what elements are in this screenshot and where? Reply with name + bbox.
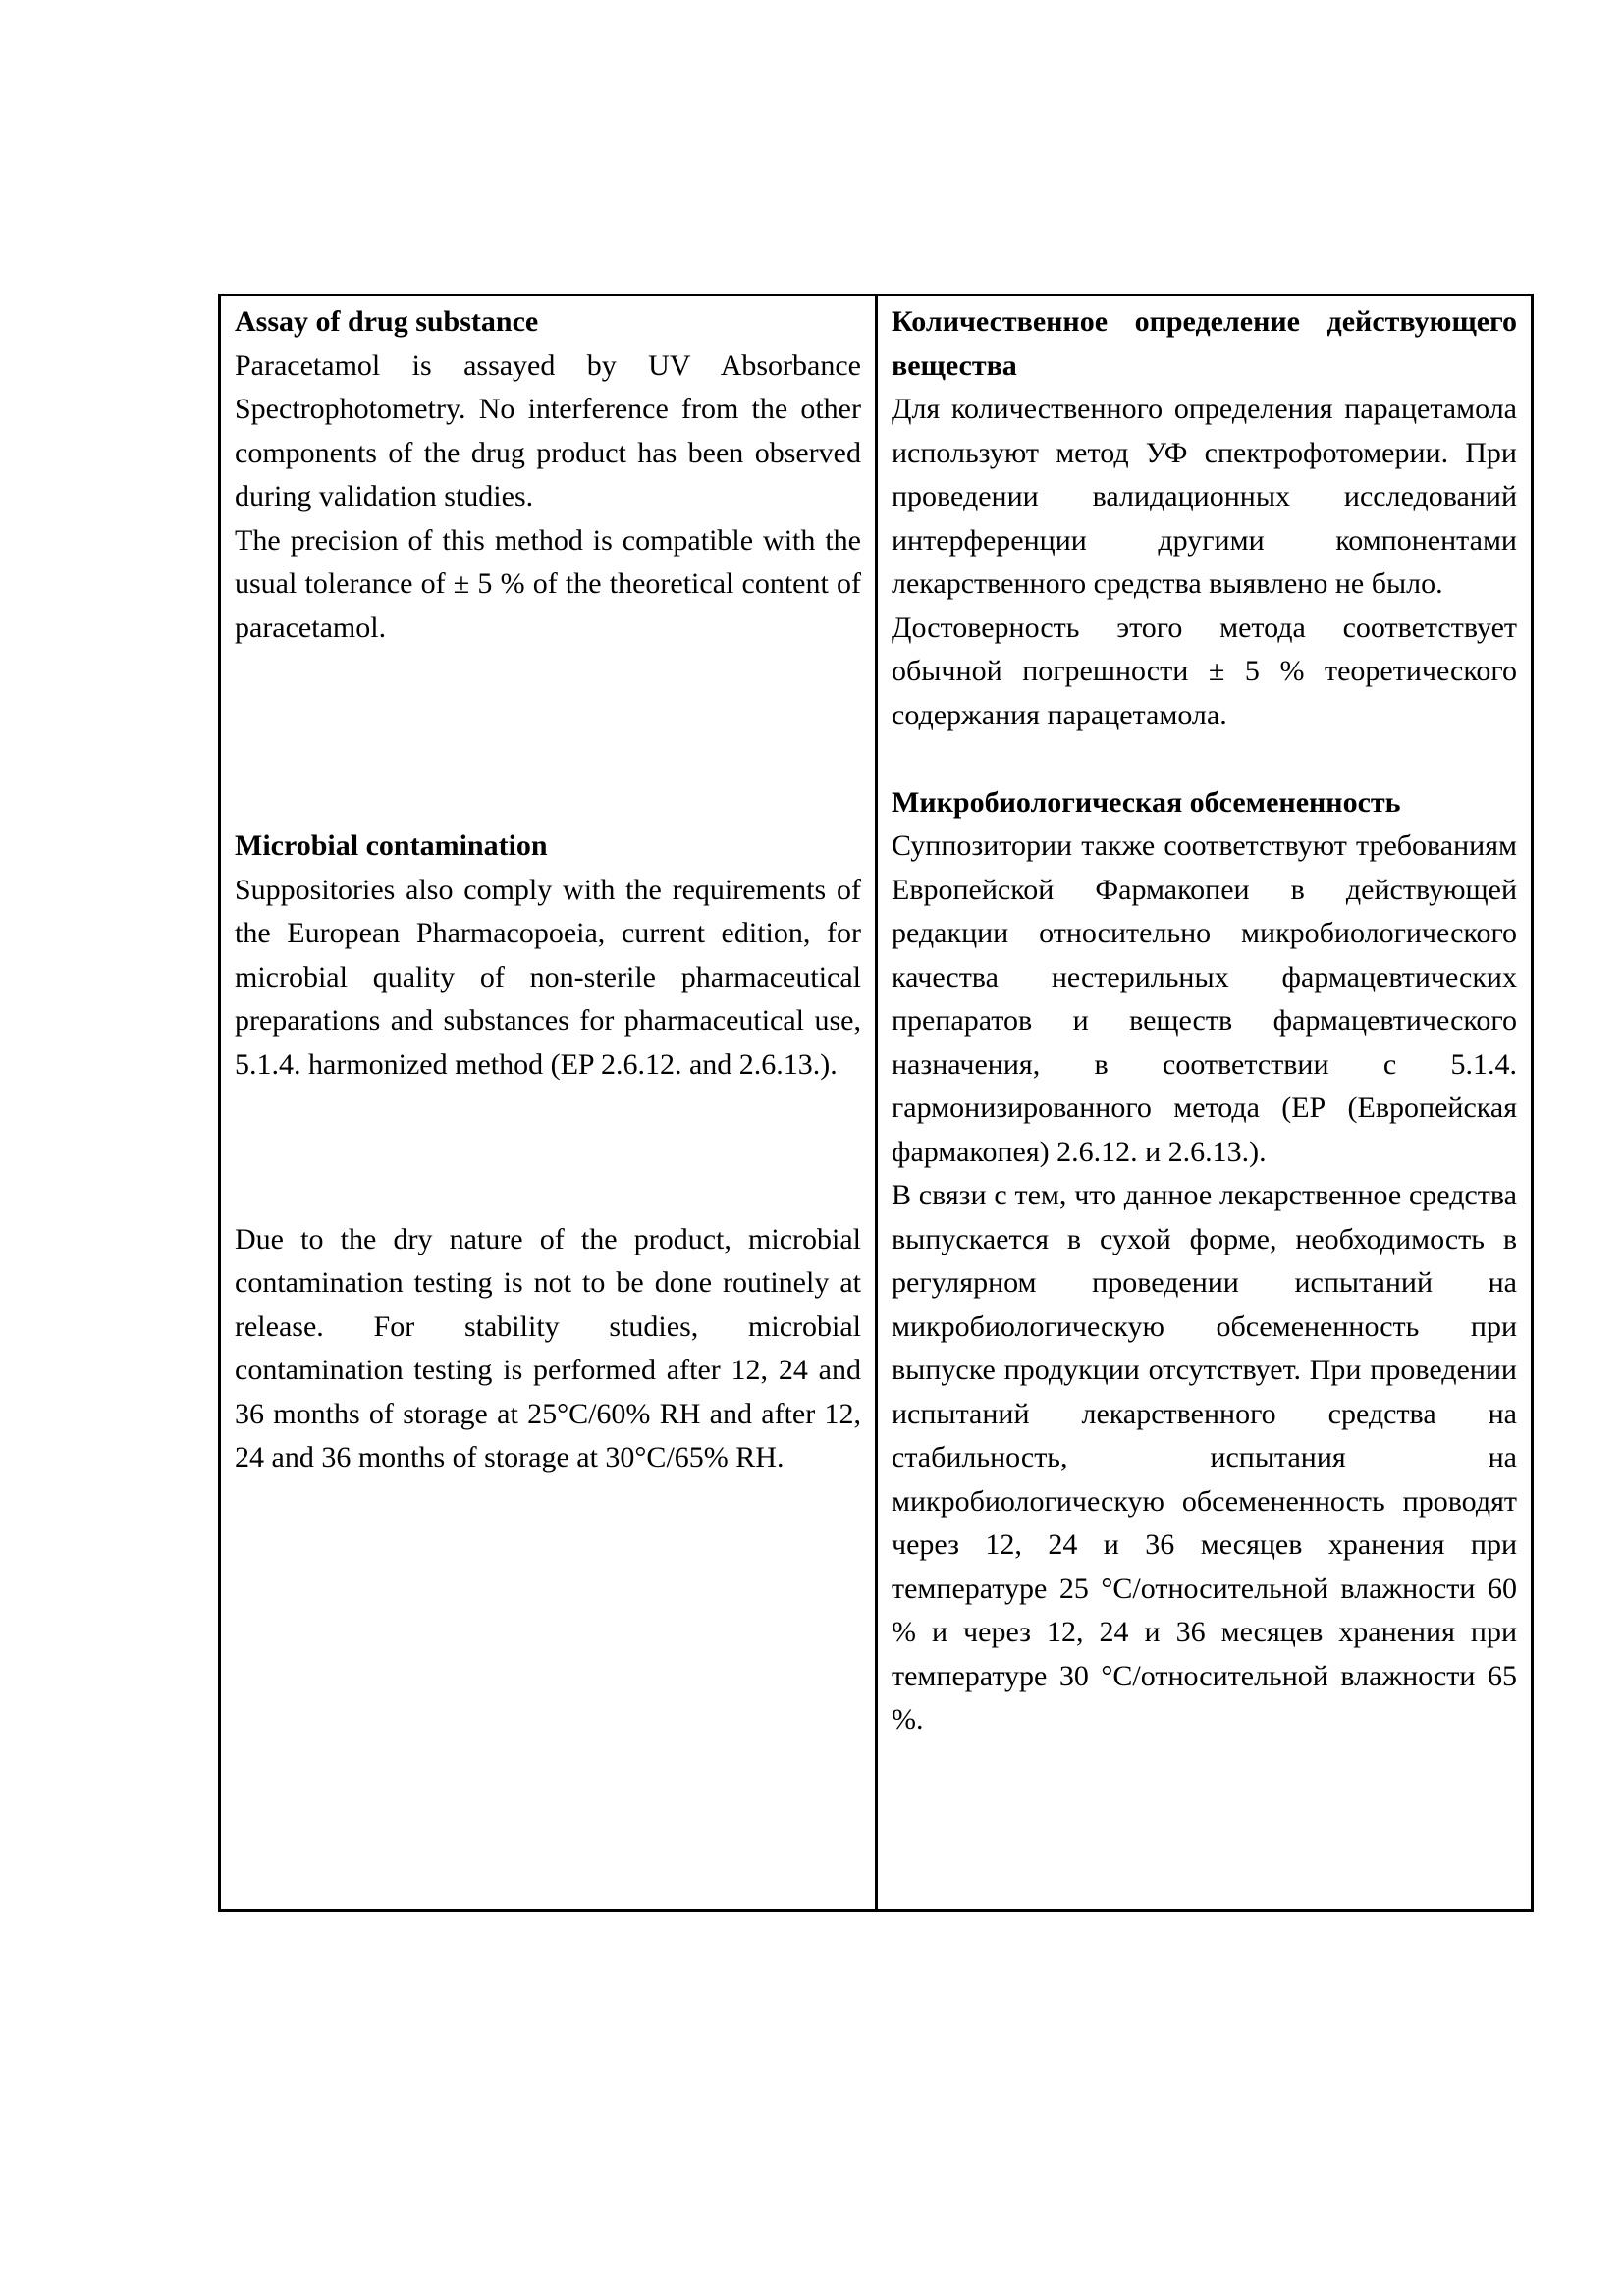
assay-paragraph-2-en: The precision of this method is compatible with the usual tolerance of ± 5 % of the theoretical content of paracetamol. — [235, 523, 861, 644]
microbial-paragraph-1-en: Suppositories also comply with the requirements of the European Pharmacopoeia, current edition, for microbial quality of non-sterile pharmaceutical preparations and substances for pharmaceutical use, 5.1.4. harmonized method (EP 2.6.12. and 2.6.13.). — [235, 873, 861, 1081]
spacer — [235, 650, 861, 825]
assay-paragraph-1-en: Paracetamol is assayed by UV Absorbance Spectrophotometry. No interference from the other components of the drug product has been observed during validation studies. — [235, 348, 861, 512]
bilingual-table — [218, 294, 1534, 1912]
microbial-paragraph-2-en: Due to the dry nature of the product, microbial contamination testing is not to be done routinely at release. For stability studies, microbial contamination testing is performed after 12, 24 and 36 months of storage at 25°C/60% RH and after 12, 24 and 36 months of storage at 30°C/65% RH. — [235, 1222, 861, 1473]
russian-column — [878, 296, 1531, 1909]
microbial-heading-en: Microbial contamination — [235, 829, 548, 862]
assay-paragraph-2-ru: Достоверность этого метода соответствует обычной погрешности ± 5 % теоретического содержания парацетамола. — [892, 611, 1517, 731]
assay-paragraph-1-ru: Для количественного определения парацетамола используют метод УФ спектрофотомерии. При проведении валидационных исследований интерференции другими компонентами лекарственного средства выявлено не было. — [892, 393, 1517, 600]
spacer — [235, 1087, 861, 1218]
spacer — [892, 737, 1517, 781]
english-column — [221, 296, 878, 1909]
assay-heading-en: Assay of drug substance — [235, 305, 539, 338]
microbial-paragraph-2-ru: В связи с тем, что данное лекарственное средства выпускается в сухой форме, необходимость в регулярном проведении испытаний на микробиологическую обсемененность при выпуске продукции отсутствует. При проведении испытаний лекарственного средства на стабильность, испытания на микробиологическую обсемененность проводят через 12, 24 и 36 месяцев хранения при температуре 25 °C/относительной влажности 60 % и через 12, 24 и 36 месяцев хранения при температуре 30 °C/относительной влажности 65 %. — [892, 1179, 1517, 1735]
microbial-paragraph-1-ru: Суппозитории также соответствуют требованиям Европейской Фармакопеи в действующей редакции относительно микробиологического качества нестерильных фармацевтических препаратов и веществ фармацевтического назначения, в соответствии с 5.1.4. гармонизированного метода (ЕР (Европейская фармакопея) 2.6.12. и 2.6.13.). — [892, 829, 1517, 1168]
microbial-heading-ru: Микробиологическая обсемененность — [892, 785, 1401, 819]
assay-heading-ru: Количественное определение действующего вещества — [892, 305, 1517, 382]
